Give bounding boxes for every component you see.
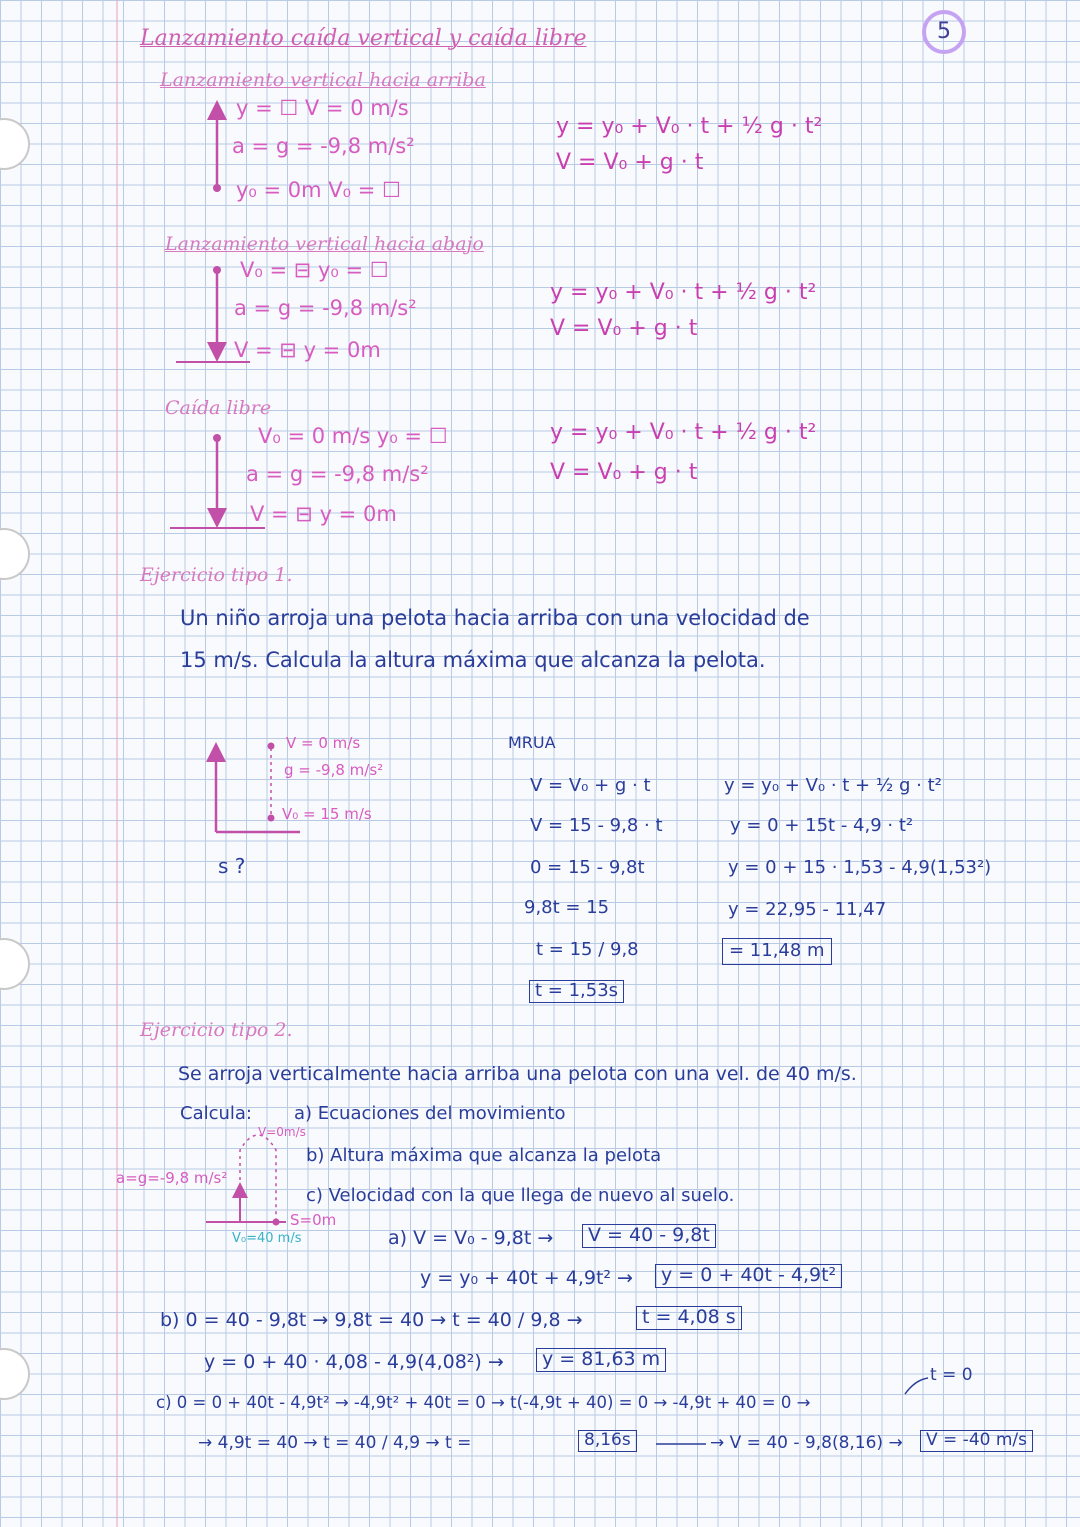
ex1-right-step4: y = 22,95 - 11,47	[728, 899, 887, 920]
ex2-b-line2-result: y = 81,63 m	[536, 1348, 666, 1372]
ex1-right-step1: y = y₀ + V₀ · t + ½ g · t²	[724, 775, 942, 796]
ex2-c-line2-mid: → V = 40 - 9,8(8,16) →	[710, 1433, 903, 1453]
ex2-v0: V₀=40 m/s	[232, 1231, 302, 1246]
ex2-b-line2-pre: y = 0 + 40 · 4,08 - 4,9(4,08²) →	[204, 1351, 504, 1373]
note-arrow	[905, 1378, 928, 1394]
ball-dot	[213, 184, 221, 192]
ball-dot	[213, 434, 221, 442]
ex1-statement-line2: 15 m/s. Calcula la altura máxima que alcanza la pelota.	[180, 648, 766, 672]
free-eq1: y = y₀ + V₀ · t + ½ g · t²	[550, 420, 817, 445]
down-line1: V₀ = ⊟ y₀ = ☐	[240, 258, 389, 282]
ex2-heading: Ejercicio tipo 2.	[140, 1019, 293, 1041]
ex1-ball-bottom	[268, 815, 275, 822]
ex2-item-a: a) Ecuaciones del movimiento	[294, 1103, 566, 1124]
ex2-ball	[273, 1219, 280, 1226]
ex1-statement-line1: Un niño arroja una pelota hacia arriba con una velocidad de	[180, 606, 810, 630]
ex2-v-top: V=0m/s	[258, 1125, 306, 1139]
ex2-calc-label: Calcula:	[180, 1103, 252, 1124]
ex1-left-result: t = 1,53s	[529, 980, 624, 1003]
ex1-question: s ?	[218, 854, 246, 878]
ex2-item-c: c) Velocidad con la que llega de nuevo al suelo.	[306, 1185, 735, 1206]
page-number: 5	[922, 10, 966, 54]
ex2-g-label: a=g=-9,8 m/s²	[116, 1169, 228, 1187]
ex1-left-step4: 9,8t = 15	[524, 897, 610, 918]
ex1-right-result: = 11,48 m	[722, 938, 832, 965]
ex2-trajectory	[240, 1135, 276, 1220]
mrua-label: MRUA	[508, 733, 556, 752]
ex2-c-note: t = 0	[930, 1365, 973, 1385]
ex2-c-line1: c) 0 = 0 + 40t - 4,9t² → -4,9t² + 40t = 0 → t(-4,9t + 40) = 0 → -4,9t + 40 = 0 →	[156, 1393, 811, 1412]
ex2-item-b: b) Altura máxima que alcanza la pelota	[306, 1145, 662, 1166]
up-line3: y₀ = 0m V₀ = ☐	[236, 178, 401, 202]
ex2-c-line2-result: 8,16s	[578, 1430, 637, 1452]
up-eq2: V = V₀ + g · t	[556, 150, 704, 175]
down-line3: V = ⊟ y = 0m	[234, 338, 381, 362]
page-title: Lanzamiento caída vertical y caída libre	[140, 26, 587, 51]
ex1-v0: V₀ = 15 m/s	[282, 805, 372, 823]
ex2-statement: Se arroja verticalmente hacia arriba una pelota con una vel. de 40 m/s.	[178, 1063, 857, 1085]
ex2-a-line1-pre: a) V = V₀ - 9,8t →	[388, 1227, 554, 1249]
up-line2: a = g = -9,8 m/s²	[232, 134, 415, 158]
section-heading-down: Lanzamiento vertical hacia abajo	[165, 233, 484, 255]
down-eq1: y = y₀ + V₀ · t + ½ g · t²	[550, 280, 817, 305]
ex1-left-step1: V = V₀ + g · t	[530, 775, 651, 796]
free-line1: V₀ = 0 m/s y₀ = ☐	[258, 424, 448, 448]
free-eq2: V = V₀ + g · t	[550, 460, 698, 485]
free-line3: V = ⊟ y = 0m	[250, 502, 397, 526]
ex1-v-top: V = 0 m/s	[286, 734, 361, 752]
ex2-c-line2-final: V = -40 m/s	[920, 1430, 1033, 1452]
ex2-a-line1-result: V = 40 - 9,8t	[582, 1224, 716, 1248]
ex1-left-step2: V = 15 - 9,8 · t	[530, 815, 663, 836]
ex1-ball-top	[268, 743, 275, 750]
ex2-a-line2-result: y = 0 + 40t - 4,9t²	[655, 1264, 842, 1288]
ex2-b-line1-result: t = 4,08 s	[636, 1306, 742, 1330]
section-heading-up: Lanzamiento vertical hacia arriba	[160, 69, 486, 91]
ex1-right-step3: y = 0 + 15 · 1,53 - 4,9(1,53²)	[728, 857, 992, 878]
section-heading-free: Caída libre	[165, 397, 272, 419]
ex2-s-label: S=0m	[290, 1211, 337, 1229]
ex1-g-label: g = -9,8 m/s²	[284, 761, 384, 779]
ex2-c-line2-pre: → 4,9t = 40 → t = 40 / 4,9 → t =	[198, 1433, 472, 1453]
ex2-a-line2-pre: y = y₀ + 40t + 4,9t² →	[420, 1267, 633, 1289]
down-line2: a = g = -9,8 m/s²	[234, 296, 417, 320]
ex1-left-step5: t = 15 / 9,8	[536, 939, 639, 960]
up-line1: y = ☐ V = 0 m/s	[236, 96, 409, 120]
ball-dot	[213, 266, 221, 274]
ex2-b-line1-pre: b) 0 = 40 - 9,8t → 9,8t = 40 → t = 40 / 9,8 →	[160, 1309, 583, 1331]
free-line2: a = g = -9,8 m/s²	[246, 462, 429, 486]
down-eq2: V = V₀ + g · t	[550, 316, 698, 341]
up-eq1: y = y₀ + V₀ · t + ½ g · t²	[556, 114, 823, 139]
ex1-right-step2: y = 0 + 15t - 4,9 · t²	[730, 815, 914, 836]
ex1-heading: Ejercicio tipo 1.	[140, 564, 293, 586]
ex1-left-step3: 0 = 15 - 9,8t	[530, 857, 645, 878]
